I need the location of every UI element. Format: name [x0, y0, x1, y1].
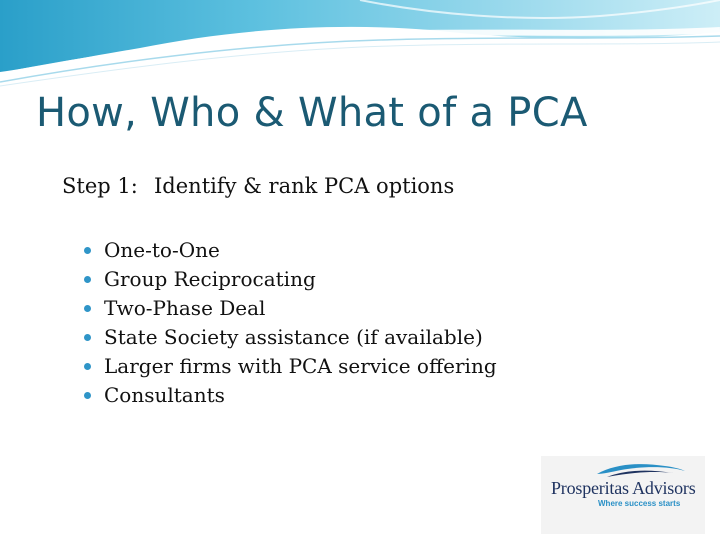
slide-title: How, Who & What of a PCA	[36, 90, 588, 136]
bullet-item	[84, 323, 497, 352]
bullet-item	[84, 265, 497, 294]
wave-logo-icon	[595, 460, 687, 478]
step-heading	[62, 174, 454, 198]
bullet-item	[84, 294, 497, 323]
bullet-dot-icon	[84, 392, 91, 399]
company-logo	[541, 456, 705, 534]
logo-company-name: Prosperitas Advisors	[551, 478, 696, 498]
bullet-dot-icon	[84, 334, 91, 341]
bullet-item	[84, 352, 497, 381]
step-number: Step 1:	[62, 174, 138, 198]
bullet-dot-icon	[84, 363, 91, 370]
bullet-text: One-to-One	[104, 238, 220, 262]
bullet-text: Larger firms with PCA service offering	[104, 354, 497, 378]
bullet-item	[84, 381, 497, 410]
bullet-dot-icon	[84, 305, 91, 312]
bullet-dot-icon	[84, 276, 91, 283]
step-text: Identify & rank PCA options	[154, 174, 455, 198]
bullet-text: Two-Phase Deal	[104, 296, 266, 320]
bullet-text: Consultants	[104, 383, 225, 407]
bullet-text: State Society assistance (if available)	[104, 325, 483, 349]
logo-tagline: Where success starts	[598, 499, 681, 508]
bullet-list	[84, 236, 497, 410]
bullet-text: Group Reciprocating	[104, 267, 316, 291]
bullet-dot-icon	[84, 247, 91, 254]
header-wave-decoration	[0, 0, 720, 90]
bullet-item	[84, 236, 497, 265]
